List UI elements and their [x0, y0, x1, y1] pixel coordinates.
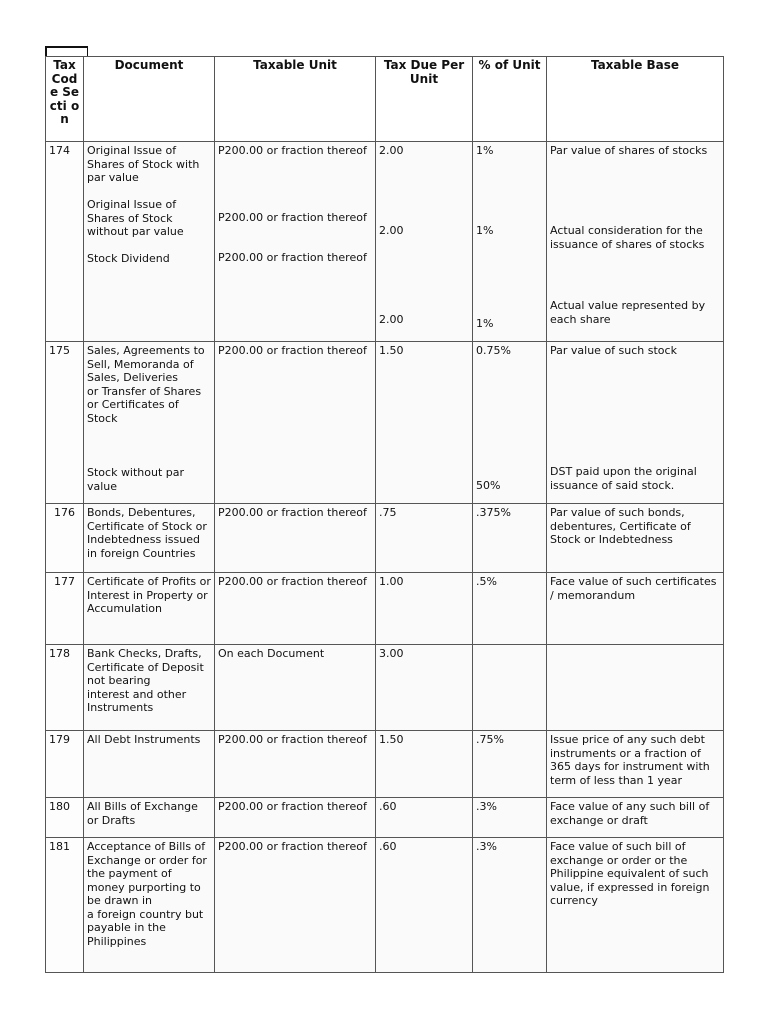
- document-cell: [84, 342, 215, 504]
- tax-due-cell: .60: [376, 838, 473, 973]
- tax-due-cell: .75: [376, 504, 473, 573]
- base-line: Actual consideration for the issuance of shares of stocks: [550, 224, 705, 251]
- document-line: Stock without par value: [87, 466, 185, 493]
- taxable-unit-cell: P200.00 or fraction thereof: [215, 504, 376, 573]
- code-cell: 178: [46, 645, 84, 731]
- table-row: [46, 798, 724, 838]
- percent-line: 1%: [476, 224, 494, 237]
- document-cell: Acceptance of Bills of Exchange or order for the payment of money purporting to be drawn in a foreign country but payable in the Philippines: [84, 838, 215, 973]
- unit-line: P200.00 or fraction thereof: [218, 211, 367, 224]
- header-code: Tax Cod e Secti on: [46, 57, 84, 142]
- taxable-unit-cell: [215, 142, 376, 342]
- code-cell: 179: [46, 731, 84, 798]
- document-cell: Certificate of Profits or Interest in Property or Accumulation: [84, 573, 215, 645]
- header-document: Document: [84, 57, 215, 142]
- base-line: Actual value represented by each share: [550, 299, 706, 326]
- taxable-unit-cell: P200.00 or fraction thereof: [215, 573, 376, 645]
- percent-line: 1%: [476, 317, 494, 330]
- code-cell: 174: [46, 142, 84, 342]
- taxable-base-cell: Par value of such bonds, debentures, Certificate of Stock or Indebtedness: [547, 504, 724, 573]
- document-line: Original Issue of Shares of Stock with par value: [87, 144, 200, 184]
- percent-cell: .3%: [473, 798, 547, 838]
- percent-cell: [473, 342, 547, 504]
- tax-due-cell: 1.50: [376, 731, 473, 798]
- code-cell: 177: [46, 573, 84, 645]
- taxable-base-cell: [547, 342, 724, 504]
- percent-cell: .375%: [473, 504, 547, 573]
- table-row: [46, 731, 724, 798]
- percent-cell: .5%: [473, 573, 547, 645]
- unit-line: P200.00 or fraction thereof: [218, 251, 367, 264]
- tax-line: 2.00: [379, 224, 404, 237]
- document-cell: [84, 142, 215, 342]
- document-cell: Bonds, Debentures, Certificate of Stock or Indebtedness issued in foreign Countries: [84, 504, 215, 573]
- dst-rate-table: [45, 56, 724, 973]
- document-cell: All Bills of Exchange or Drafts: [84, 798, 215, 838]
- percent-cell: .3%: [473, 838, 547, 973]
- percent-line: 50%: [476, 479, 501, 492]
- percent-cell: [473, 142, 547, 342]
- taxable-unit-cell: On each Document: [215, 645, 376, 731]
- tax-due-cell: 3.00: [376, 645, 473, 731]
- code-cell: 175: [46, 342, 84, 504]
- tax-due-cell: .60: [376, 798, 473, 838]
- base-line: DST paid upon the original issuance of said stock.: [550, 465, 697, 492]
- header-tax-due: Tax Due Per Unit: [376, 57, 473, 142]
- tax-line: 2.00: [379, 144, 404, 157]
- header-row: [46, 57, 724, 142]
- base-line: Par value of such stock: [550, 344, 677, 357]
- table-row: [46, 645, 724, 731]
- document-cell: Bank Checks, Drafts, Certificate of Deposit not bearing interest and other Instruments: [84, 645, 215, 731]
- percent-line: 0.75%: [476, 344, 511, 357]
- tax-due-cell: 1.00: [376, 573, 473, 645]
- percent-cell: .75%: [473, 731, 547, 798]
- document-line: Sales, Agreements to Sell, Memoranda of Sales, Deliveries or Transfer of Shares or Certificates of Stock: [87, 344, 205, 425]
- document-line: Original Issue of Shares of Stock without par value: [87, 198, 184, 238]
- taxable-base-cell: [547, 142, 724, 342]
- base-line: Par value of shares of stocks: [550, 144, 708, 157]
- taxable-base-cell: Face value of any such bill of exchange or draft: [547, 798, 724, 838]
- taxable-unit-cell: P200.00 or fraction thereof: [215, 731, 376, 798]
- tax-due-cell: [376, 142, 473, 342]
- header-taxable-base: Taxable Base: [547, 57, 724, 142]
- table-row: [46, 573, 724, 645]
- document-line: Stock Dividend: [87, 252, 170, 265]
- code-cell: 176: [46, 504, 84, 573]
- code-cell: 181: [46, 838, 84, 973]
- taxable-unit-cell: P200.00 or fraction thereof: [215, 342, 376, 504]
- table-row: [46, 142, 724, 342]
- document-cell: All Debt Instruments: [84, 731, 215, 798]
- taxable-base-cell: Issue price of any such debt instruments or a fraction of 365 days for instrument with term of less than 1 year: [547, 731, 724, 798]
- table-row: [46, 342, 724, 504]
- tax-due-cell: 1.50: [376, 342, 473, 504]
- taxable-base-cell: [547, 645, 724, 731]
- table-row: [46, 504, 724, 573]
- taxable-base-cell: Face value of such bill of exchange or order or the Philippine equivalent of such value, if expressed in foreign currency: [547, 838, 724, 973]
- header-taxable-unit: Taxable Unit: [215, 57, 376, 142]
- unit-line: P200.00 or fraction thereof: [218, 144, 367, 157]
- taxable-unit-cell: P200.00 or fraction thereof: [215, 838, 376, 973]
- taxable-base-cell: Face value of such certificates / memorandum: [547, 573, 724, 645]
- table-row: [46, 838, 724, 973]
- taxable-unit-cell: P200.00 or fraction thereof: [215, 798, 376, 838]
- code-cell: 180: [46, 798, 84, 838]
- percent-line: 1%: [476, 144, 494, 157]
- tax-line: 2.00: [379, 313, 404, 326]
- header-percent-of-unit: % of Unit: [473, 57, 547, 142]
- percent-cell: [473, 645, 547, 731]
